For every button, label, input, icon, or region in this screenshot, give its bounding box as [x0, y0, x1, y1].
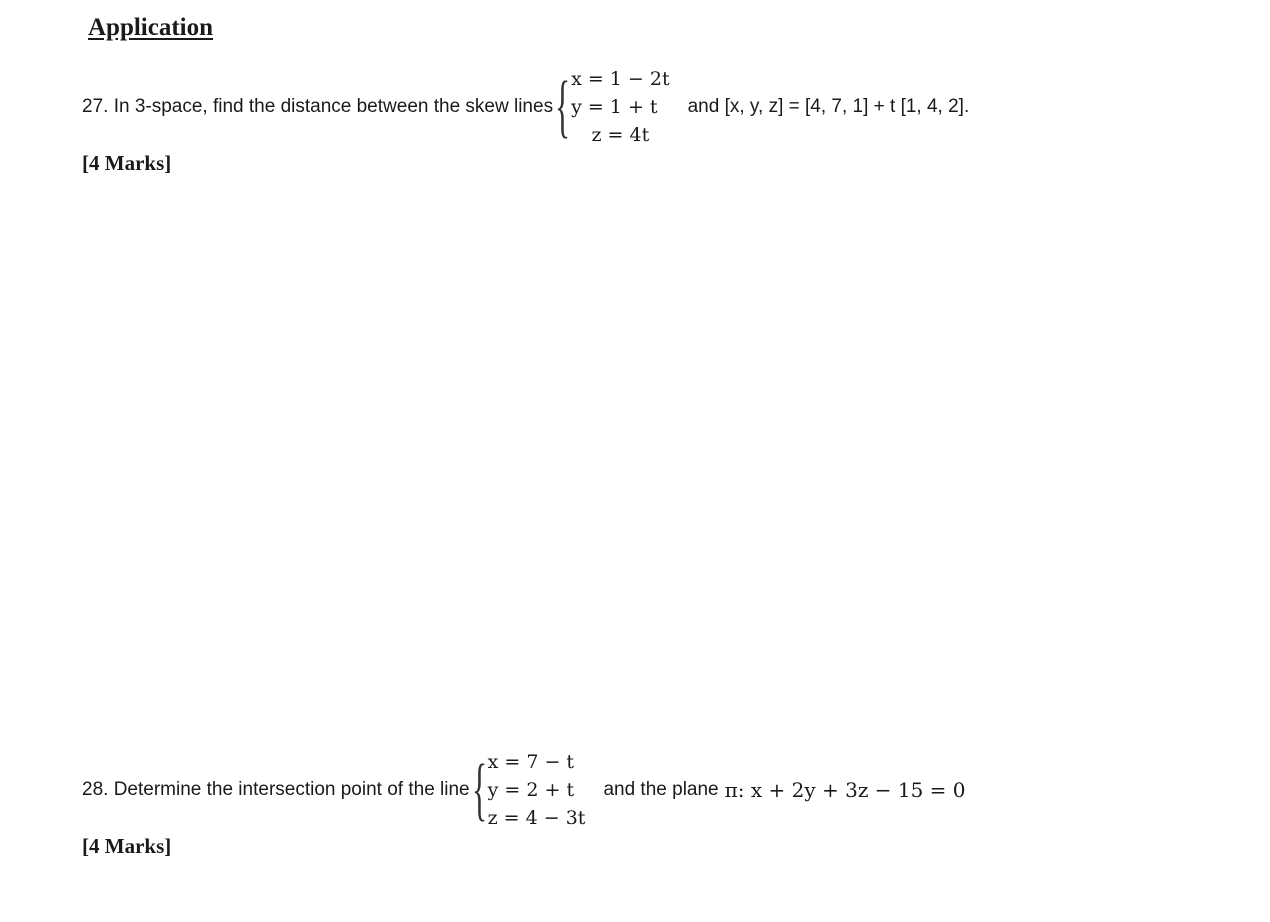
left-brace: {: [471, 751, 487, 828]
question-28-text: 28. Determine the intersection point of the line: [82, 779, 470, 800]
question-27-equations: [571, 67, 670, 147]
equation-y: y = 1 + t: [571, 96, 658, 118]
question-28-after-text: and the plane: [603, 779, 719, 800]
question-27-second-line: and [x, y, z] = [4, 7, 1] + t [1, 4, 2].: [687, 96, 970, 117]
question-28: [82, 745, 966, 835]
equation-x: x = 7 − t: [487, 751, 575, 773]
plane-equation: π: x + 2y + 3z − 15 = 0: [724, 778, 966, 802]
question-28-equations: [488, 750, 586, 830]
question-27-text: 27. In 3-space, find the distance between the skew lines: [82, 96, 554, 117]
question-27-equation-system: [555, 67, 688, 147]
question-27-marks: [4 Marks]: [82, 151, 172, 175]
question-28-equation-system: [472, 750, 604, 830]
question-27: [82, 62, 969, 152]
equation-z: z = 4 − 3t: [487, 807, 586, 829]
left-brace: {: [555, 68, 571, 145]
equation-x: x = 1 − 2t: [571, 68, 670, 90]
section-heading: Application: [88, 14, 214, 41]
equation-z: z = 4t: [591, 124, 650, 146]
equation-y: y = 2 + t: [487, 779, 575, 801]
question-28-marks: [4 Marks]: [82, 834, 172, 858]
